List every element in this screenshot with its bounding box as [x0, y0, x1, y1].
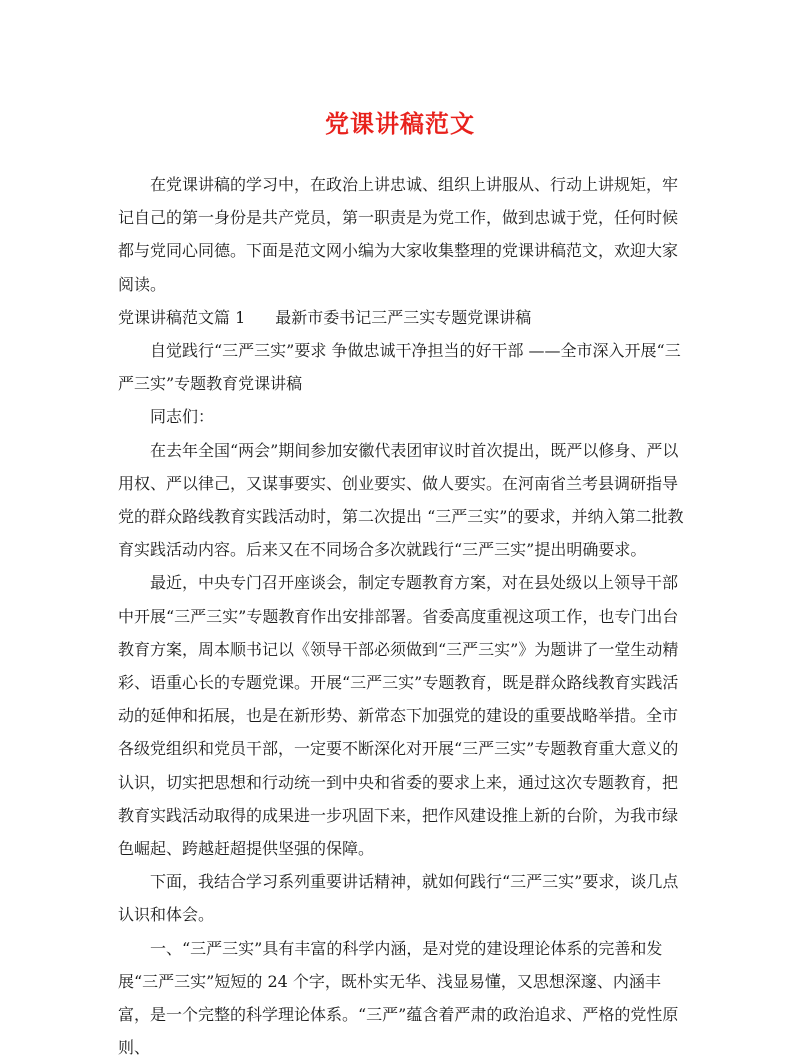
- section-label: 党课讲稿范文篇 1: [118, 307, 246, 327]
- document-body: [118, 168, 684, 1064]
- salutation: 同志们：: [150, 407, 215, 427]
- document-title: 党课讲稿范文: [325, 109, 475, 138]
- body-paragraph: 一、“三严三实”具有丰富的科学内涵，是对党的建设理论体系的完善和发展“三严三实”短短的 24 个字，既朴实无华、浅显易懂，又思想深邃、内涵丰富，是一个完整的科学理论体系。“三严”蕴含着严肃的政治追求、严格的党性原则、: [118, 938, 679, 1058]
- section-title: 最新市委书记三严三实专题党课讲稿: [275, 307, 532, 327]
- body-paragraph: 下面，我结合学习系列重要讲话精神，就如何践行“三严三实”要求，谈几点认识和体会。: [118, 872, 679, 925]
- subtitle-paragraph: 自觉践行“三严三实”要求 争做忠诚干净担当的好干部 ——全市深入开展“三严三实”专题教育党课讲稿: [118, 341, 681, 394]
- intro-paragraph: 在党课讲稿的学习中，在政治上讲忠诚、组织上讲服从、行动上讲规矩，牢记自己的第一身份是共产党员，第一职责是为党工作，做到忠诚于党，任何时候都与党同心同德。下面是范文网小编为大家收集整理的党课讲稿范文，欢迎大家阅读。: [118, 175, 679, 294]
- body-paragraph: 在去年全国“两会”期间参加安徽代表团审议时首次提出，既严以修身、严以用权、严以律己，又谋事要实、创业要实、做人要实。在河南省兰考县调研指导党的群众路线教育实践活动时，第二次提出 “三严三实”的要求，并纳入第二批教育实践活动内容。后来又在不同场合多次就践行“三严三实”提出明确要求。: [118, 440, 684, 560]
- body-paragraph: 最近，中央专门召开座谈会，制定专题教育方案，对在县处级以上领导干部中开展“三严三实”专题教育作出安排部署。省委高度重视这项工作，也专门出台教育方案，周本顺书记以《领导干部必须做到“三严三实”》为题讲了一堂生动精彩、语重心长的专题党课。开展“三严三实”专题教育，既是群众路线教育实践活动的延伸和拓展，也是在新形势、新常态下加强党的建设的重要战略举措。全市各级党组织和党员干部，一定要不断深化对开展“三严三实”专题教育重大意义的认识，切实把思想和行动统一到中央和省委的要求上来，通过这次专题教育，把教育实践活动取得的成果进一步巩固下来，把作风建设推上新的台阶，为我市绿色崛起、跨越赶超提供坚强的保障。: [118, 573, 679, 859]
- section-heading: [118, 301, 684, 334]
